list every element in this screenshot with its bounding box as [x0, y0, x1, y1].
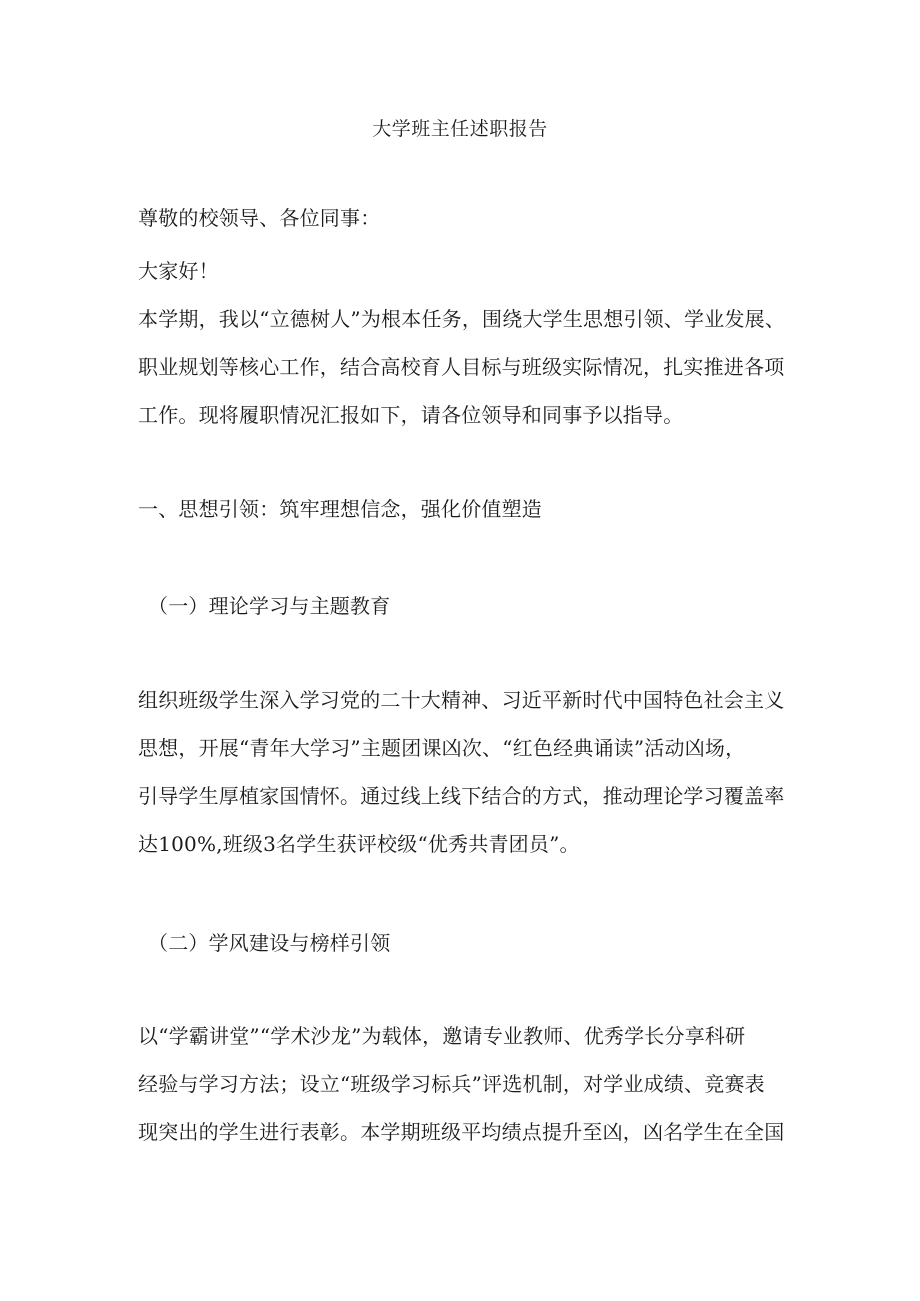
- intro-line: 职业规划等核心工作，结合高校育人目标与班级实际情况，扎实推进各项: [138, 355, 785, 379]
- paragraph-line: 达100%,班级3名学生获评校级“优秀共青团员”。: [138, 832, 580, 856]
- paragraph-line: 思想，开展“青年大学习”主题团课凶次、“红色经典诵读”活动凶场，: [138, 736, 746, 760]
- paragraph-line: 经验与学习方法；设立“班级学习标兵”评选机制，对学业成绩、竞赛表: [138, 1072, 765, 1096]
- subsection-1-paragraph: [138, 676, 788, 868]
- paragraph-line: 现突出的学生进行表彰。本学期班级平均绩点提升至凶，凶名学生在全国: [138, 1120, 785, 1144]
- subsection-heading-1: （一）理论学习与主题教育: [148, 594, 391, 618]
- paragraph-line: 引导学生厚植家国情怀。通过线上线下结合的方式，推动理论学习覆盖率: [138, 784, 785, 808]
- greeting: 大家好！: [138, 259, 219, 283]
- subsection-heading-2: （二）学风建设与榜样引领: [148, 931, 391, 955]
- section-heading-1: 一、思想引领：筑牢理想信念，强化价值塑造: [138, 497, 542, 521]
- salutation: 尊敬的校领导、各位同事：: [138, 206, 381, 230]
- subsection-2-paragraph: [138, 1012, 788, 1156]
- document-title: 大学班主任述职报告: [372, 118, 548, 140]
- intro-line: 本学期，我以“立德树人”为根本任务，围绕大学生思想引领、学业发展、: [138, 307, 786, 331]
- intro-paragraph: [138, 295, 788, 439]
- paragraph-line: 组织班级学生深入学习党的二十大精神、习近平新时代中国特色社会主义: [138, 688, 785, 712]
- paragraph-line: 以“学霸讲堂”“学术沙龙”为载体，邀请专业教师、优秀学长分享科研: [138, 1024, 746, 1048]
- intro-line: 工作。现将履职情况汇报如下，请各位领导和同事予以指导。: [138, 403, 684, 427]
